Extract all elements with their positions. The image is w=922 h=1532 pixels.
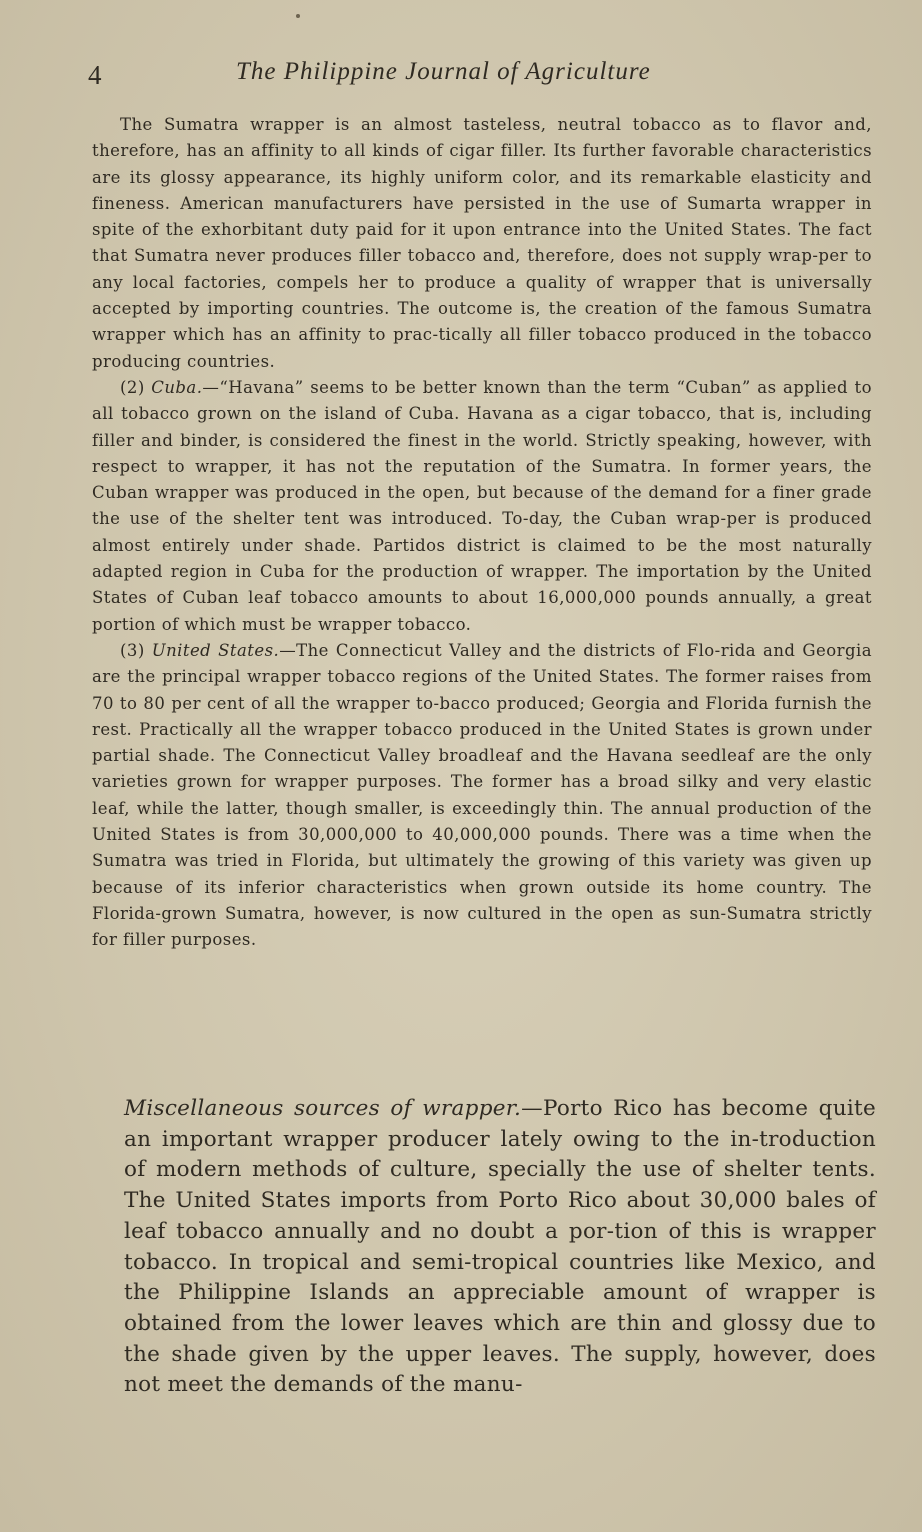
- paragraph-cuba: [92, 375, 872, 638]
- paragraph-number: (3): [120, 640, 145, 660]
- body-text-large: [124, 1094, 876, 1401]
- page-number: 4: [88, 60, 102, 90]
- paragraph-miscellaneous: [124, 1094, 876, 1401]
- paragraph-text: The Sumatra wrapper is an almost tasteless, neutral tobacco as to flavor and, therefore, has an affinity to all kinds of cigar filler. Its further favorable characteristics are its glossy appearance, its highly uniform color, and its remarkable elasticity and fineness. American manufacturers have persisted in the use of Sumarta wrapper in spite of the exhorbitant duty paid for it upon entrance into the United States. The fact that Sumatra never produces filler tobacco and, therefore, does not supply wrap-per to any local factories, compels her to produce a quality of wrapper that is universally accepted by importing countries. The outcome is, the creation of the famous Sumatra wrapper which has an affinity to prac-tically all filler tobacco produced in the tobacco producing countries.: [92, 115, 872, 371]
- ink-speck: [296, 14, 300, 18]
- body-text-small: [92, 112, 872, 954]
- paragraph-united-states: [92, 638, 872, 954]
- paragraph-heading: Miscellaneous sources of wrapper.: [124, 1096, 522, 1121]
- paragraph-heading: Cuba.: [151, 377, 203, 397]
- paragraph-sumatra: [92, 112, 872, 375]
- page-header: [88, 56, 748, 96]
- paragraph-text: —Porto Rico has become quite an important wrapper producer lately owing to the in-troduction of modern methods of culture, specially the use of shelter tents. The United States imports from Porto Rico about 30,000 bales of leaf tobacco annually and no doubt a por-tion of this is wrapper tobacco. In tropical and semi-tropical countries like Mexico, and the Philippine Islands an appreciable amount of wrapper is obtained from the lower leaves which are thin and glossy due to the shade given by the upper leaves. The supply, however, does not meet the demands of the manu-: [124, 1096, 876, 1398]
- paragraph-text: —“Havana” seems to be better known than the term “Cuban” as applied to all tobacco grown on the island of Cuba. Havana as a cigar tobacco, that is, including filler and binder, is considered the finest in the world. Strictly speaking, however, with respect to wrapper, it has not the reputation of the Sumatra. In former years, the Cuban wrapper was produced in the open, but because of the demand for a finer grade the use of the shelter tent was introduced. To-day, the Cuban wrap-per is produced almost entirely under shade. Partidos district is claimed to be the most naturally adapted region in Cuba for the production of wrapper. The importation by the United States of Cuban leaf tobacco amounts to about 16,000,000 pounds annually, a great portion of which must be wrapper tobacco.: [92, 377, 872, 634]
- running-title: The Philippine Journal of Agriculture: [236, 58, 651, 85]
- paragraph-heading: United States.: [151, 640, 280, 660]
- paragraph-number: (2): [120, 377, 145, 397]
- paragraph-text: —The Connecticut Valley and the districts of Flo-rida and Georgia are the principal wrapper tobacco regions of the United States. The former raises from 70 to 80 per cent of all the wrapper to-bacco produced; Georgia and Florida furnish the rest. Practically all the wrapper tobacco produced in the United States is grown under partial shade. The Connecticut Valley broadleaf and the Havana seedleaf are the only varieties grown for wrapper purposes. The former has a broad silky and very elastic leaf, while the latter, though smaller, is exceedingly thin. The annual production of the United States is from 30,000,000 to 40,000,000 pounds. There was a time when the Sumatra was tried in Florida, but ultimately the growing of this variety was given up because of its inferior characteristics when grown outside its home country. The Florida-grown Sumatra, however, is now cultured in the open as sun-Sumatra strictly for filler purposes.: [92, 640, 872, 950]
